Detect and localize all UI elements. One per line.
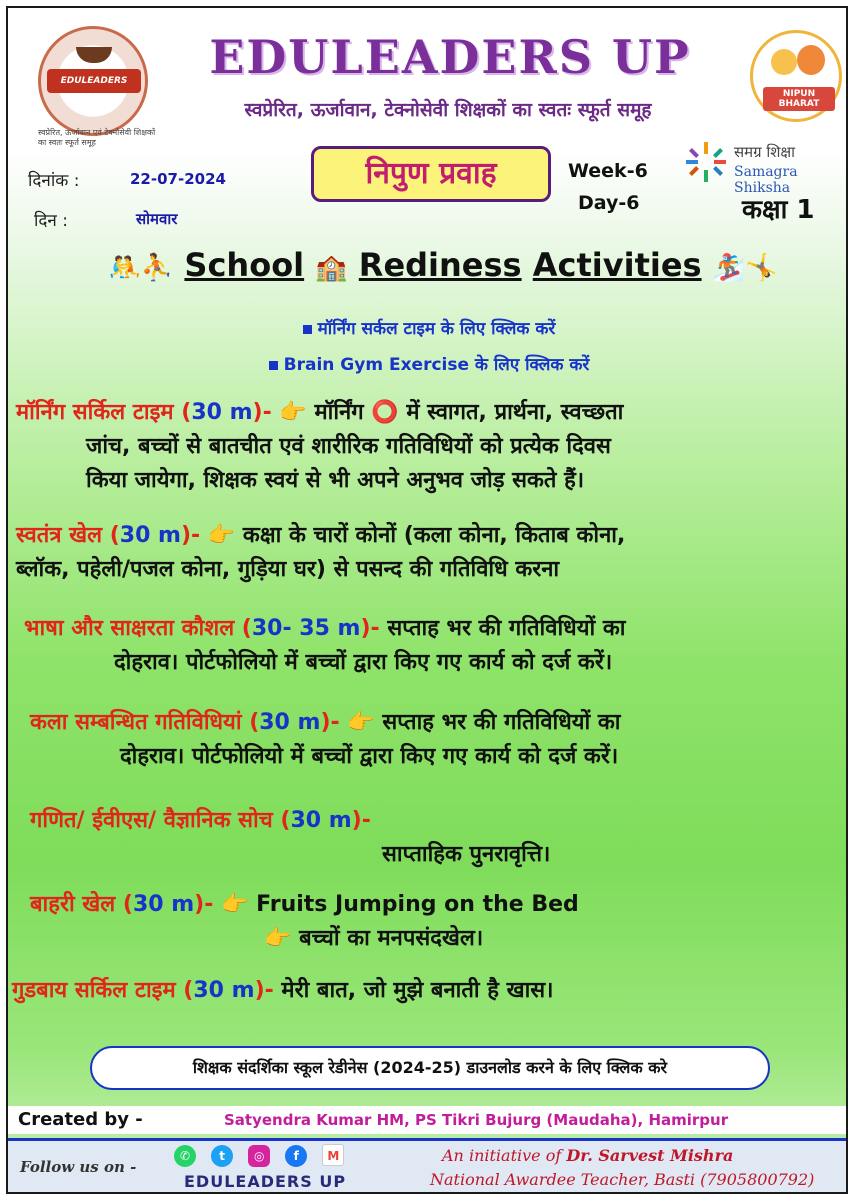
brand-title: EDULEADERS UP [209, 30, 691, 84]
wrestlers-icon: 🤼⛹ [108, 253, 174, 283]
twitter-icon[interactable]: t [211, 1145, 233, 1167]
gmail-icon[interactable]: M [322, 1144, 344, 1166]
nipun-bharat-text: NIPUN BHARAT [763, 87, 835, 111]
heading-word-rediness: Rediness [358, 246, 522, 284]
section-language-literacy: भाषा और साक्षरता कौशल (30- 35 m)- सप्ताह भर की गतिविधियों का दोहराव। पोर्टफोलियो में बच्चों द्वारा किए गए कार्य को दर्ज करें। [24, 616, 626, 675]
morning-circle-link[interactable]: मॉर्निंग सर्कल टाइम के लिए क्लिक करें [8, 316, 848, 339]
social-icons [174, 1144, 354, 1168]
bowl-icon [76, 47, 112, 63]
logo-caption: स्वप्रेरित, ऊर्जावान एवं टेक्नोसेवी शिक्षकों का स्वतः स्फूर्त समूह [38, 128, 156, 147]
download-guide-link[interactable]: शिक्षक संदर्शिका स्कूल रेडीनेस (2024-25) डाउनलोड करने के लिए क्लिक करे [90, 1046, 770, 1090]
day-label: दिन : [34, 211, 68, 231]
logo-ribbon-text: EDULEADERS [47, 69, 141, 93]
pointing-hand-icon: 👉 [264, 926, 292, 951]
day-value: सोमवार [136, 210, 178, 228]
samagra-english: Samagra Shiksha [734, 164, 798, 196]
pointing-hand-icon: 👉 [347, 710, 375, 735]
day-number: Day-6 [578, 192, 640, 214]
pointing-hand-icon: 👉 [279, 400, 307, 425]
pointing-hand-icon: 👉 [221, 892, 249, 917]
main-heading [48, 246, 838, 284]
samagra-shiksha-icon [684, 140, 728, 184]
children-faces-icon [771, 45, 827, 83]
date-label: दिनांक : [28, 171, 80, 191]
created-by-label: Created by - [18, 1109, 143, 1130]
awardee-text: National Awardee Teacher, Basti (7905800792) [430, 1170, 815, 1189]
section-art-activities: कला सम्बन्धित गतिविधियां (30 m)- 👉 सप्ताह भर की गतिविधियों का दोहराव। पोर्टफोलियो में बच्चों द्वारा किए गए कार्य को दर्ज करें। [30, 710, 621, 769]
school-icon: 🏫 [315, 253, 348, 283]
poster [6, 6, 848, 1194]
section-math-evs: गणित/ ईवीएस/ वैज्ञानिक सोच (30 m)- साप्ताहिक पुनरावृत्ति। [30, 808, 551, 867]
facebook-icon[interactable]: f [285, 1145, 307, 1167]
heading-word-activities: Activities [532, 246, 702, 284]
class-label: कक्षा 1 [742, 195, 815, 225]
heading-word-school: School [184, 246, 305, 284]
pointing-hand-icon: 👉 [207, 523, 236, 548]
follow-us-label: Follow us on - [20, 1158, 137, 1176]
eduleaders-logo [38, 26, 148, 136]
sports-icon: 🏂🤸 [712, 253, 778, 283]
bullet-square-icon [269, 361, 278, 370]
week-label: Week-6 [568, 160, 648, 182]
date-value: 22-07-2024 [130, 170, 226, 188]
bullet-square-icon [303, 325, 312, 334]
initiative-text: An initiative of Dr. Sarvest Mishra [442, 1146, 734, 1165]
section-morning-circle: मॉर्निंग सर्किल टाइम (30 m)- 👉 मॉर्निंग ⭕ में स्वागत, प्रार्थना, स्वच्छता जांच, बच्चों से बातचीत एवं शारीरिक गतिविधियों को प्रत्येक दिवस किया जायेगा, शिक्षक स्वयं से भी अपने अनुभव जोड़ सकते हैं। [16, 400, 624, 493]
instagram-icon[interactable]: ◎ [248, 1145, 270, 1167]
footer-brand: EDULEADERS UP [184, 1172, 347, 1191]
created-by-value: Satyendra Kumar HM, PS Tikri Bujurg (Maudaha), Hamirpur [224, 1111, 729, 1129]
section-goodbye-circle: गुडबाय सर्किल टाइम (30 m)- मेरी बात, जो मुझे बनाती है खास। [12, 978, 554, 1003]
program-badge: निपुण प्रवाह [311, 146, 551, 202]
tagline: स्वप्रेरित, ऊर्जावान, टेक्नोसेवी शिक्षकों का स्वतः स्फूर्त समूह [244, 99, 652, 121]
brain-gym-link[interactable]: Brain Gym Exercise के लिए क्लिक करें [8, 352, 848, 375]
nipun-bharat-logo [750, 30, 842, 122]
section-outdoor-play: बाहरी खेल (30 m)- 👉 Fruits Jumping on the Bed 👉 बच्चों का मनपसंदखेल। [30, 892, 579, 951]
section-free-play: स्वतंत्र खेल (30 m)- 👉 कक्षा के चारों कोनों (कला कोना, किताब कोना, ब्लॉक, पहेली/पजल कोना, गुड़िया घर) से पसन्द की गतिविधि करना [16, 523, 626, 582]
whatsapp-icon[interactable]: ✆ [174, 1145, 196, 1167]
samagra-hindi: समग्र शिक्षा [734, 143, 796, 161]
